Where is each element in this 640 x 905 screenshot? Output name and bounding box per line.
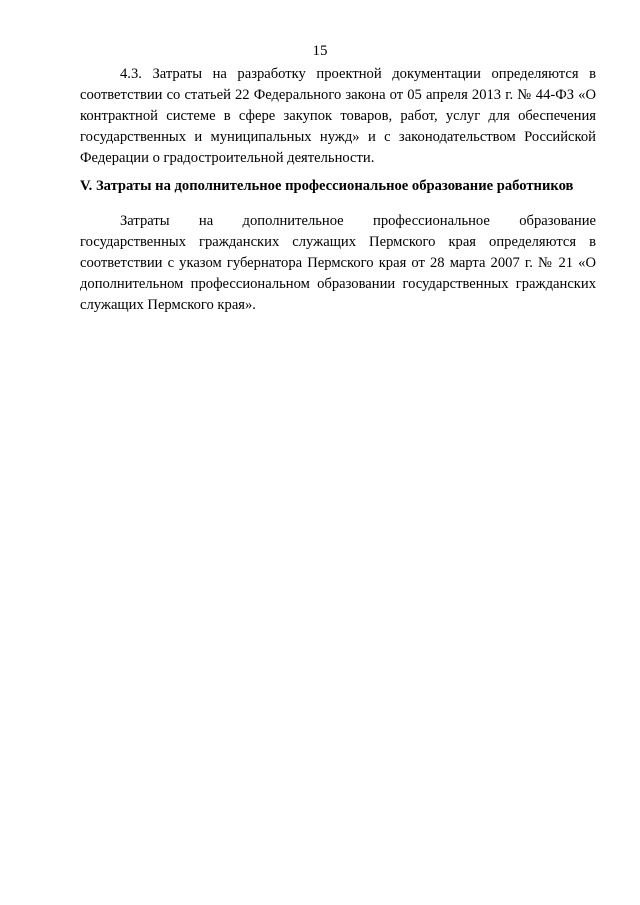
paragraph-4-3: 4.3. Затраты на разработку проектной документации определяются в соответствии со статьей 22 Федерального закона от 05 апреля 2013 г. № 44-ФЗ «О контрактной системе в сфере закупок товаров, работ, услуг для обеспечения государственных и муниципальных нужд» и с законодательством Российской Федерации о градостроительной деятельности.: [80, 66, 596, 166]
page-number: 15: [312, 43, 328, 59]
section-heading: V. Затраты на дополнительное профессиональное образование работников: [80, 178, 574, 194]
paragraph-education: Затраты на дополнительное профессиональное образование государственных гражданских служащих Пермского края определяются в соответствии с указом губернатора Пермского края от 28 марта 2007 г. № 21 «О дополнительном профессиональном образовании государственных гражданских служащих Пермского края».: [80, 213, 596, 313]
